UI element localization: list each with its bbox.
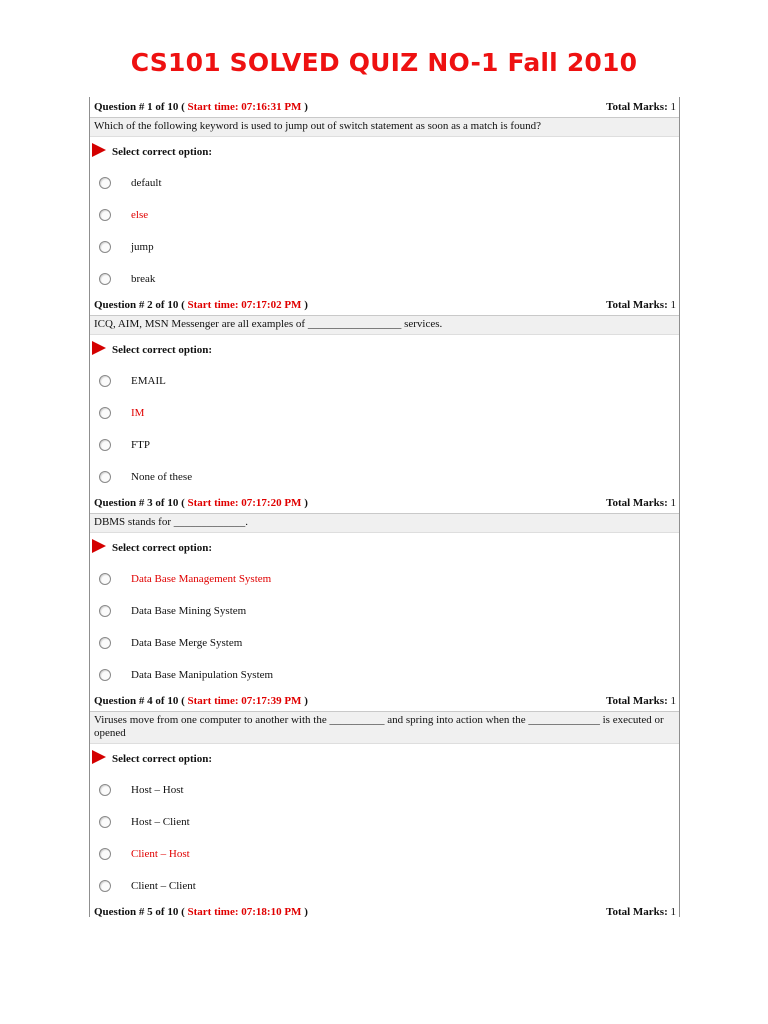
question-header: Question # 4 of 10 ( Start time: 07:17:39 PM ) Total Marks: 1 — [90, 691, 679, 712]
option-row[interactable] — [90, 659, 679, 691]
question-number: Question # 1 of 10 ( — [94, 101, 185, 113]
option-label-correct: Data Base Management System — [131, 573, 272, 585]
question-header: Question # 5 of 10 ( Start time: 07:18:10 PM ) Total Marks: 1 — [90, 902, 679, 917]
question-block-3 — [90, 493, 679, 691]
total-marks-label: Total Marks: — [606, 101, 668, 113]
option-label-correct: Client – Host — [131, 848, 190, 860]
option-row[interactable] — [90, 870, 679, 902]
select-option-label: Select correct option: — [90, 744, 679, 774]
radio-button[interactable] — [99, 880, 111, 892]
select-option-label: Select correct option: — [90, 335, 679, 365]
option-label: FTP — [131, 439, 150, 451]
question-text: ICQ, AIM, MSN Messenger are all examples of _________________ services. — [90, 316, 679, 335]
total-marks-label: Total Marks: — [606, 299, 668, 311]
option-label: jump — [131, 241, 154, 253]
radio-button[interactable] — [99, 471, 111, 483]
question-text: DBMS stands for _____________. — [90, 514, 679, 533]
option-label: Host – Client — [131, 816, 190, 828]
option-label: None of these — [131, 471, 193, 483]
select-option-label: Select correct option: — [90, 533, 679, 563]
radio-button[interactable] — [99, 209, 111, 221]
arrow-right-icon — [92, 750, 106, 764]
option-label: Data Base Manipulation System — [131, 669, 274, 681]
question-number: Question # 5 of 10 ( — [94, 906, 185, 917]
page-title: CS101 SOLVED QUIZ NO-1 Fall 2010 — [130, 48, 638, 77]
radio-button[interactable] — [99, 669, 111, 681]
radio-button[interactable] — [99, 375, 111, 387]
radio-button[interactable] — [99, 637, 111, 649]
arrow-right-icon — [92, 539, 106, 553]
total-marks-label: Total Marks: — [606, 497, 668, 509]
select-option-label: Select correct option: — [90, 137, 679, 167]
question-number: Question # 3 of 10 ( — [94, 497, 185, 509]
option-row[interactable] — [90, 806, 679, 838]
option-row[interactable] — [90, 627, 679, 659]
total-marks-label: Total Marks: — [606, 695, 668, 707]
radio-button[interactable] — [99, 605, 111, 617]
start-time: Start time: 07:18:10 PM — [187, 906, 302, 917]
option-row[interactable] — [90, 838, 679, 870]
total-marks-value: 1 — [670, 906, 676, 917]
option-row[interactable] — [90, 461, 679, 493]
arrow-right-icon — [92, 341, 106, 355]
option-row[interactable] — [90, 365, 679, 397]
total-marks-label: Total Marks: — [606, 906, 668, 917]
radio-button[interactable] — [99, 848, 111, 860]
option-label: Data Base Mining System — [131, 605, 247, 617]
total-marks-value: 1 — [670, 497, 676, 509]
option-row[interactable] — [90, 429, 679, 461]
radio-button[interactable] — [99, 784, 111, 796]
question-text: Viruses move from one computer to another with the __________ and spring into action when the _____________ is executed or opened — [90, 712, 679, 744]
option-label: Data Base Merge System — [131, 637, 243, 649]
option-label: Client – Client — [131, 880, 196, 892]
option-label: EMAIL — [131, 375, 166, 387]
option-row[interactable] — [90, 563, 679, 595]
radio-button[interactable] — [99, 177, 111, 189]
option-label-correct: IM — [131, 407, 145, 419]
question-header: Question # 2 of 10 ( Start time: 07:17:02 PM ) Total Marks: 1 — [90, 295, 679, 316]
start-time: Start time: 07:17:02 PM — [187, 299, 302, 311]
option-row[interactable] — [90, 397, 679, 429]
radio-button[interactable] — [99, 816, 111, 828]
question-text: Which of the following keyword is used to jump out of switch statement as soon as a match is found? — [90, 118, 679, 137]
question-block-5 — [90, 902, 679, 917]
question-block-4 — [90, 691, 679, 902]
option-row[interactable] — [90, 774, 679, 806]
option-label: default — [131, 177, 162, 189]
total-marks-value: 1 — [670, 695, 676, 707]
radio-button[interactable] — [99, 439, 111, 451]
option-label: break — [131, 273, 156, 285]
start-time: Start time: 07:17:39 PM — [187, 695, 302, 707]
start-time: Start time: 07:17:20 PM — [187, 497, 302, 509]
total-marks-value: 1 — [670, 299, 676, 311]
start-time: Start time: 07:16:31 PM — [187, 101, 302, 113]
question-number: Question # 2 of 10 ( — [94, 299, 185, 311]
option-row[interactable] — [90, 263, 679, 295]
arrow-right-icon — [92, 143, 106, 157]
question-header: Question # 3 of 10 ( Start time: 07:17:20 PM ) Total Marks: 1 — [90, 493, 679, 514]
radio-button[interactable] — [99, 273, 111, 285]
question-number: Question # 4 of 10 ( — [94, 695, 185, 707]
option-row[interactable] — [90, 199, 679, 231]
radio-button[interactable] — [99, 241, 111, 253]
radio-button[interactable] — [99, 573, 111, 585]
question-block-1 — [90, 97, 679, 295]
option-row[interactable] — [90, 231, 679, 263]
question-header: Question # 1 of 10 ( Start time: 07:16:31 PM ) Total Marks: 1 — [90, 97, 679, 118]
total-marks-value: 1 — [670, 101, 676, 113]
option-row[interactable] — [90, 167, 679, 199]
quiz-container — [89, 97, 680, 917]
option-row[interactable] — [90, 595, 679, 627]
option-label-correct: else — [131, 209, 149, 221]
question-block-2 — [90, 295, 679, 493]
option-label: Host – Host — [131, 784, 184, 796]
radio-button[interactable] — [99, 407, 111, 419]
